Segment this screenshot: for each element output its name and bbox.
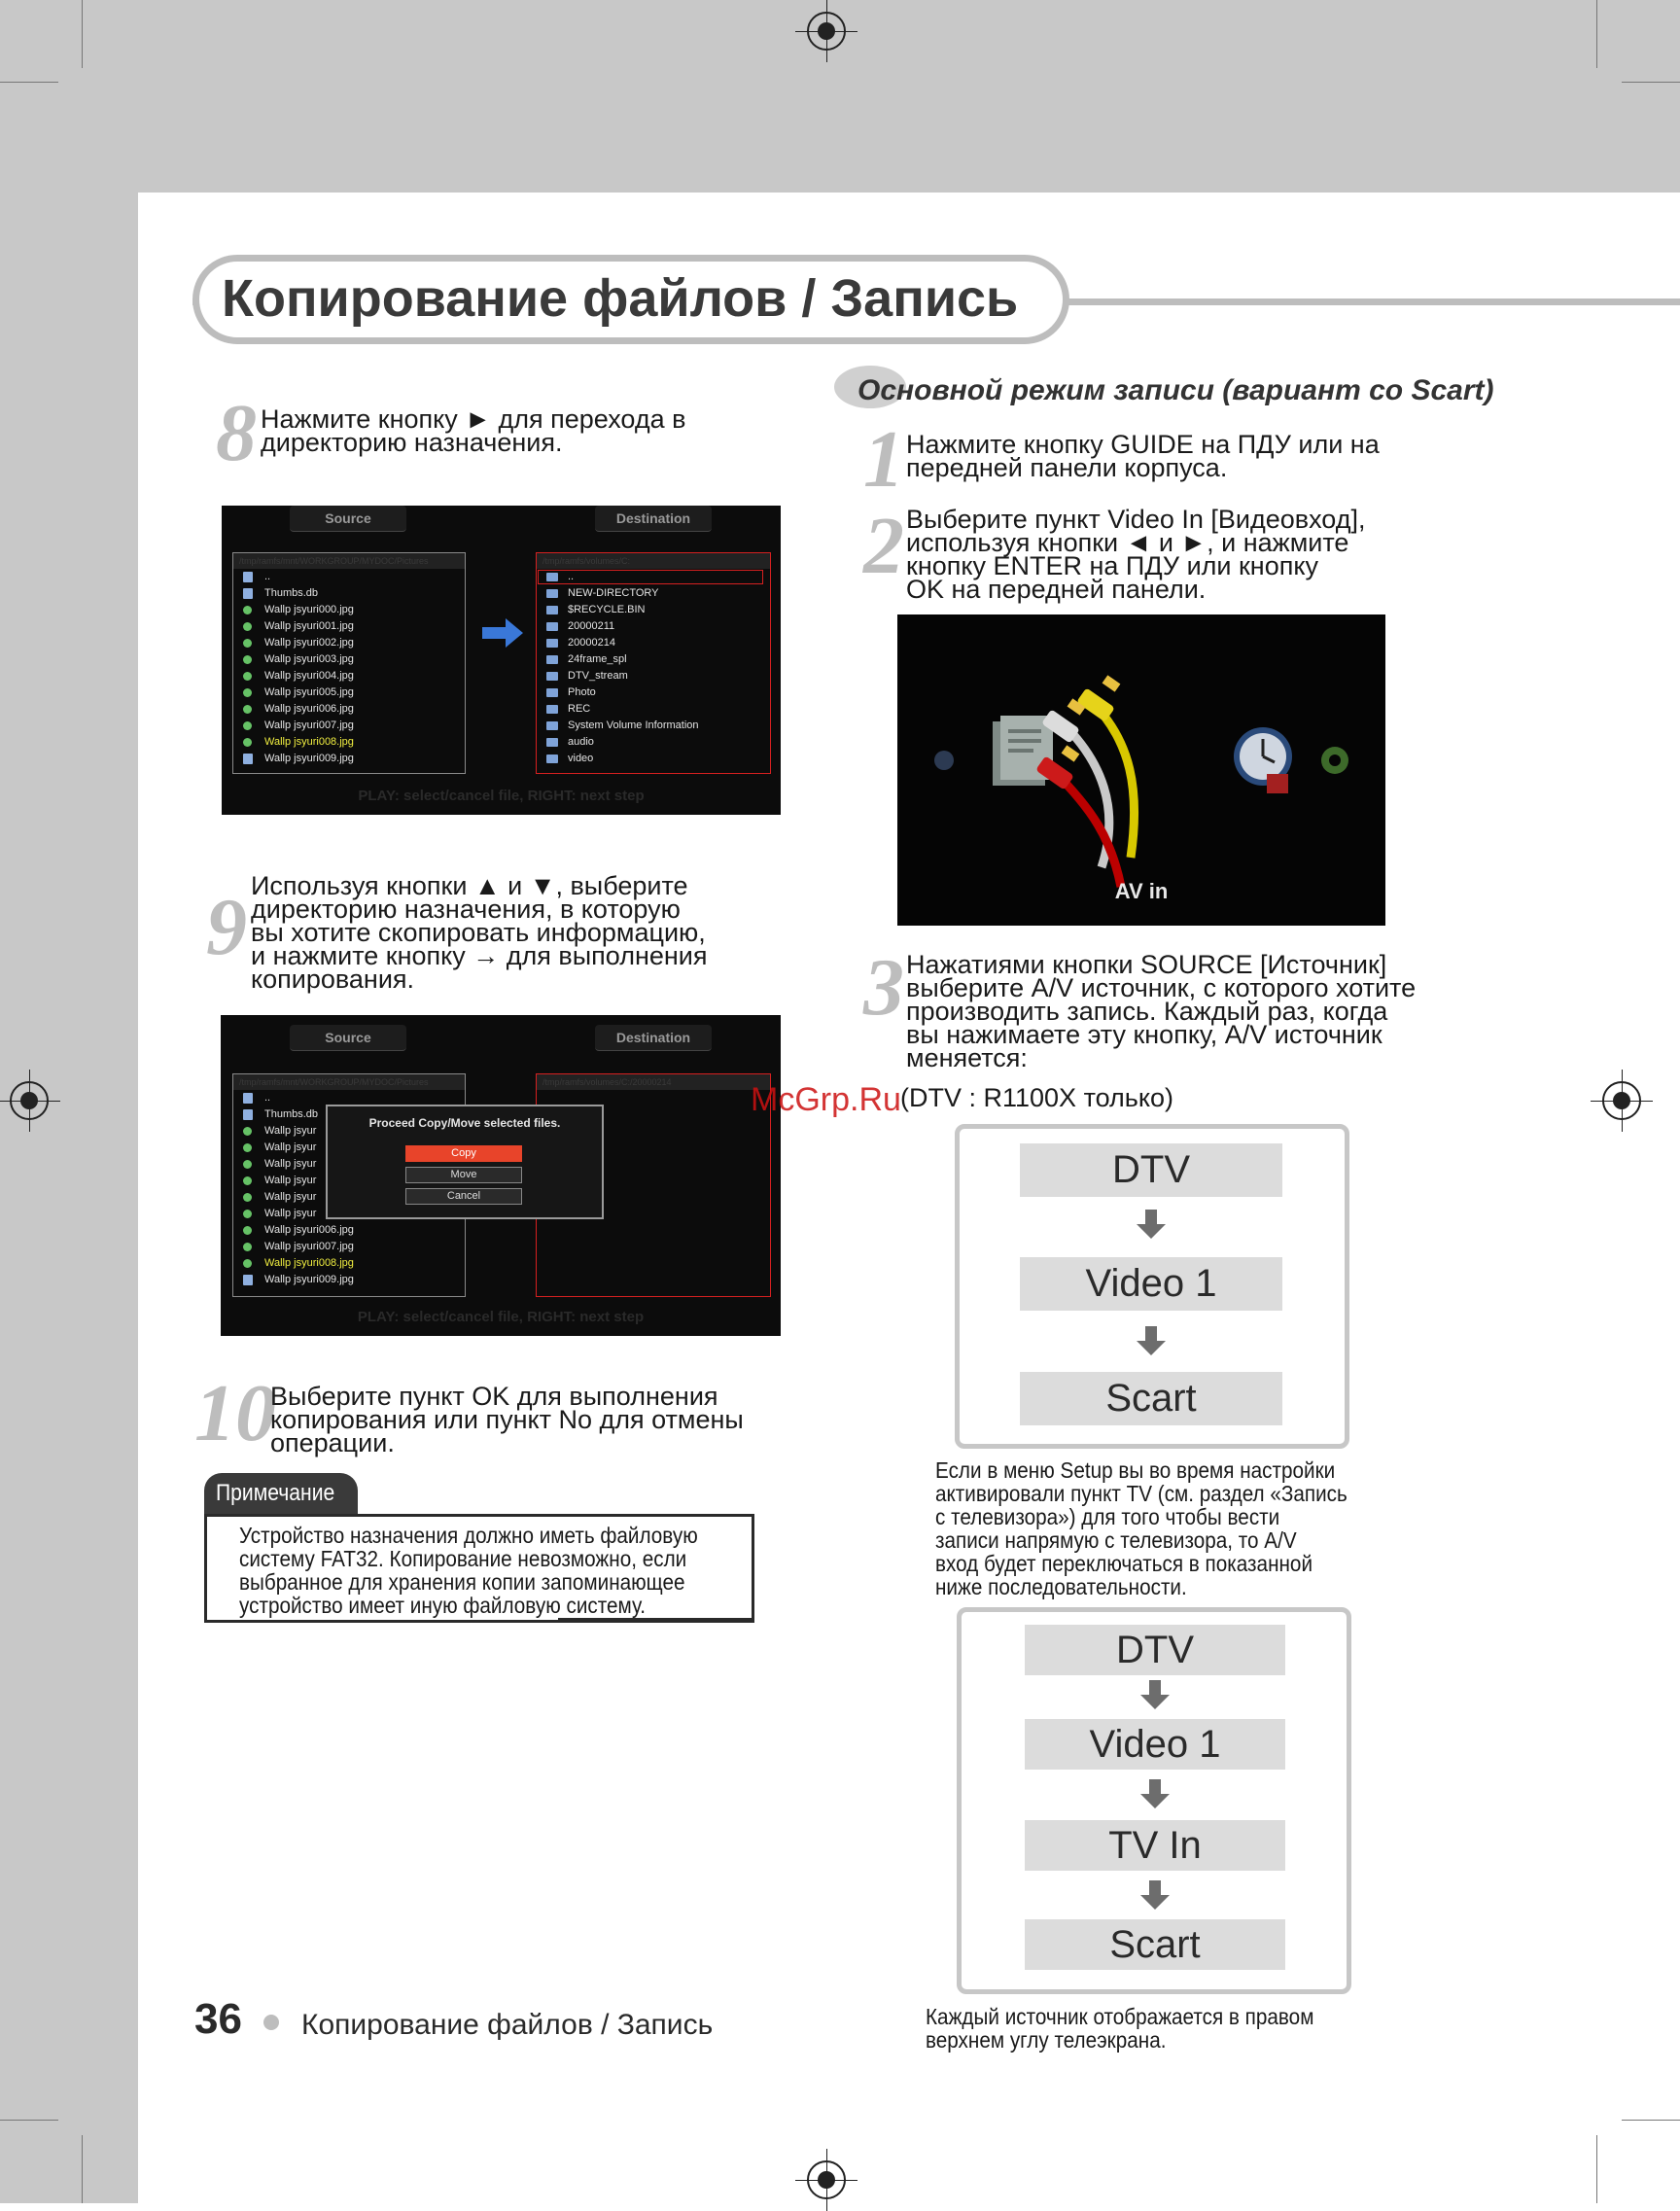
file-row[interactable] (233, 1239, 465, 1255)
bottom-note (926, 2005, 1313, 2052)
file-name: Wallp jsyuri007.jpg (264, 719, 354, 731)
flow-item: DTV (1025, 1625, 1285, 1675)
copy-button[interactable]: Copy (405, 1145, 522, 1162)
setup-note (935, 1458, 1348, 1598)
file-name: Wallp jsyuri009.jpg (264, 1274, 354, 1285)
file-name: Wallp jsyuri000.jpg (264, 604, 354, 615)
setup-note-line: активировали пункт TV (см. раздел «Запись (935, 1481, 1348, 1506)
section-title: Основной режим записи (вариант со Scart) (858, 374, 1494, 406)
checked-icon (243, 1243, 252, 1251)
note-line: устройство имеет иную файловую систему. (239, 1593, 646, 1618)
step-1-line: передней панели корпуса. (906, 453, 1228, 482)
av-in-screen (897, 614, 1385, 926)
file-name: NEW-DIRECTORY (568, 587, 659, 599)
file-name: Wallp jsyuri008.jpg (264, 1257, 354, 1269)
step-10-line: копирования или пункт No для отмены (270, 1405, 744, 1434)
folder-icon (546, 705, 558, 714)
step-8-line: директорию назначения. (261, 428, 563, 457)
file-row[interactable] (233, 602, 465, 618)
step-number-10: 10 (194, 1368, 276, 1458)
checked-icon (243, 1160, 252, 1169)
file-row[interactable] (537, 651, 770, 668)
av-in-label: AV in (1114, 879, 1169, 903)
file-name: 24frame_spl (568, 653, 627, 665)
file-name: Wallp jsyur (264, 1141, 317, 1153)
file-name: .. (264, 571, 271, 582)
file-name: Wallp jsyur (264, 1208, 317, 1219)
destination-path: /tmp/ramfs/volumes/C:/20000214 (537, 1074, 770, 1090)
file-name: video (568, 753, 594, 764)
registration-mark-icon (1602, 1081, 1641, 1120)
flow-item: Video 1 (1020, 1257, 1282, 1311)
hint-bar: PLAY: select/cancel file, RIGHT: next step (358, 788, 645, 804)
destination-path: /tmp/ramfs/volumes/C: (537, 553, 770, 569)
step-8-line: Нажмите кнопку ► для перехода в (261, 404, 686, 434)
file-row[interactable] (537, 668, 770, 684)
step-3-line: меняется: (906, 1043, 1028, 1072)
file-name: Wallp jsyuri007.jpg (264, 1241, 354, 1252)
source-label: Source (290, 506, 406, 532)
file-name: audio (568, 736, 594, 748)
step-2-text (906, 505, 1366, 604)
file-row[interactable] (537, 602, 770, 618)
flow-item: TV In (1025, 1820, 1285, 1871)
file-row[interactable] (537, 718, 770, 734)
file-icon (243, 754, 253, 764)
step-2-line: OK на передней панели. (906, 575, 1207, 604)
file-row[interactable] (537, 585, 770, 602)
footer-title: Копирование файлов / Запись (301, 2009, 714, 2041)
step-number-9: 9 (206, 882, 247, 972)
file-row[interactable] (233, 1272, 465, 1288)
step-2-line: используя кнопки ◄ и ►, и нажмите (906, 528, 1349, 557)
checked-icon (243, 655, 252, 664)
step-10-line: операции. (270, 1428, 395, 1457)
trim-mark (1596, 2135, 1597, 2203)
folder-icon (546, 589, 558, 598)
step-9-line: копирования. (251, 965, 415, 994)
note-line: систему FAT32. Копирование невозможно, если (239, 1546, 687, 1571)
checked-icon (243, 1176, 252, 1185)
file-name: Wallp jsyur (264, 1175, 317, 1186)
source-path: /tmp/ramfs/mnt/WORKGROUP/MYDOC/Pictures (233, 553, 465, 569)
file-name: Wallp jsyuri008.jpg (264, 736, 354, 748)
flow-item: Scart (1020, 1372, 1282, 1425)
file-name: Wallp jsyur (264, 1158, 317, 1170)
trim-mark (1596, 0, 1597, 68)
step-10-text (270, 1382, 744, 1457)
step-number-1: 1 (863, 414, 904, 505)
setup-note-line: записи напрямую с телевизора, то A/V (935, 1527, 1297, 1553)
file-name: Wallp jsyuri006.jpg (264, 703, 354, 715)
file-row[interactable] (233, 751, 465, 767)
step-10-line: Выберите пункт OK для выполнения (270, 1382, 718, 1411)
registration-mark-icon (807, 2160, 846, 2199)
step-3-line: вы нажимаете эту кнопку, A/V источник (906, 1020, 1382, 1049)
setup-note-line: с телевизора») для того чтобы вести (935, 1504, 1280, 1529)
model-note: (DTV : R1100X только) (900, 1083, 1173, 1112)
checked-icon (243, 738, 252, 747)
bullet-icon (263, 2015, 279, 2030)
file-row[interactable] (233, 1255, 465, 1272)
clock-icon (1234, 727, 1292, 793)
file-row[interactable] (537, 635, 770, 651)
file-name: 20000214 (568, 637, 615, 649)
folder-icon (546, 622, 558, 631)
bottom-note-line: Каждый источник отображается в правом (926, 2004, 1314, 2029)
file-row[interactable] (537, 684, 770, 701)
file-row[interactable] (233, 1222, 465, 1239)
step-8-text (261, 404, 686, 457)
folder-icon (546, 688, 558, 697)
flow-item: Scart (1025, 1919, 1285, 1970)
step-9-line: и нажмите кнопку → для выполнения (251, 941, 708, 970)
file-icon (243, 1093, 253, 1104)
folder-icon (546, 721, 558, 730)
file-row[interactable] (233, 684, 465, 701)
file-row[interactable] (537, 569, 764, 585)
file-copy-screen-1 (222, 506, 781, 815)
step-9-text (251, 871, 708, 994)
file-name: DTV_stream (568, 670, 628, 682)
step-9-line: директорию назначения, в которую (251, 895, 681, 924)
bottom-note-line: верхнем углу телеэкрана. (926, 2027, 1167, 2053)
source-file-list[interactable] (232, 552, 466, 774)
checked-icon (243, 639, 252, 648)
folder-icon (546, 573, 558, 581)
page-number: 36 (194, 1995, 242, 2043)
move-button[interactable]: Move (405, 1167, 522, 1183)
step-number-3: 3 (863, 942, 904, 1033)
file-icon (243, 588, 253, 599)
cancel-button[interactable]: Cancel (405, 1188, 522, 1205)
file-row[interactable] (537, 751, 770, 767)
step-3-line: Нажатиями кнопки SOURCE [Источник] (906, 950, 1387, 979)
arrow-right-icon (482, 618, 523, 648)
checked-icon (243, 606, 252, 614)
copy-move-dialog (326, 1105, 604, 1219)
file-row[interactable] (233, 668, 465, 684)
file-name: .. (264, 1092, 271, 1104)
page-title: Копирование файлов / Запись (222, 269, 1019, 328)
file-icon (243, 1109, 253, 1120)
checked-icon (243, 622, 252, 631)
file-row[interactable] (233, 585, 465, 602)
file-copy-screen-2 (221, 1015, 781, 1336)
checked-icon (243, 1210, 252, 1218)
registration-mark-icon (807, 12, 846, 51)
step-3-line: производить запись. Каждый раз, когда (906, 997, 1388, 1026)
checked-icon (243, 1127, 252, 1136)
file-name: Wallp jsyur (264, 1125, 317, 1137)
watermark: McGrp.Ru (751, 1081, 901, 1118)
rca-cables-icon (1035, 675, 1135, 887)
trim-mark (0, 2120, 58, 2121)
dialog-title: Proceed Copy/Move selected files. (368, 1116, 561, 1130)
file-name: .. (568, 571, 575, 582)
file-name: Wallp jsyuri002.jpg (264, 637, 354, 649)
registration-mark-icon (10, 1081, 49, 1120)
checked-icon (243, 1259, 252, 1268)
file-icon (243, 1275, 253, 1285)
file-name: Thumbs.db (264, 587, 319, 599)
checked-icon (243, 1226, 252, 1235)
file-name: Wallp jsyuri003.jpg (264, 653, 354, 665)
checked-icon (243, 1143, 252, 1152)
trim-mark (82, 0, 83, 68)
setup-note-line: ниже последовательности. (935, 1574, 1187, 1599)
file-name: Thumbs.db (264, 1108, 319, 1120)
file-row[interactable] (233, 635, 465, 651)
file-name: Wallp jsyuri006.jpg (264, 1224, 354, 1236)
checked-icon (243, 688, 252, 697)
file-name: Wallp jsyur (264, 1191, 317, 1203)
file-name: 20000211 (568, 620, 615, 632)
step-1-text (906, 430, 1380, 482)
step-1-line: Нажмите кнопку GUIDE на ПДУ или на (906, 430, 1380, 459)
file-icon (243, 572, 253, 582)
source-path: /tmp/ramfs/mnt/WORKGROUP/MYDOC/Pictures (233, 1074, 465, 1090)
step-number-2: 2 (863, 501, 904, 591)
step-3-text (906, 950, 1417, 1072)
note-box-shadow (558, 1618, 754, 1623)
checked-icon (243, 721, 252, 730)
setup-note-line: вход будет переключаться в показанной (935, 1551, 1313, 1576)
file-row[interactable] (233, 734, 465, 751)
settings-gear-icon (1321, 747, 1348, 774)
note-line: выбранное для хранения копии запоминающее (239, 1569, 685, 1595)
file-row[interactable] (537, 734, 770, 751)
file-row[interactable] (233, 718, 465, 734)
step-9-line: Используя кнопки ▲ и ▼, выберите (251, 871, 688, 900)
folder-icon (546, 738, 558, 747)
checked-icon (243, 1193, 252, 1202)
file-name: $RECYCLE.BIN (568, 604, 646, 615)
source-label: Source (290, 1025, 406, 1051)
destination-label: Destination (595, 1025, 712, 1051)
note-line: Устройство назначения должно иметь файловую (239, 1523, 698, 1548)
file-row[interactable] (233, 618, 465, 635)
folder-icon (546, 655, 558, 664)
step-2-line: кнопку ENTER на ПДУ или кнопку (906, 551, 1318, 580)
file-name: Wallp jsyuri004.jpg (264, 670, 354, 682)
step-2-line: Выберите пункт Video In [Видеовход], (906, 505, 1366, 534)
flow-item: DTV (1020, 1143, 1282, 1197)
file-row[interactable] (233, 651, 465, 668)
step-number-8: 8 (216, 388, 257, 478)
step-3-line: выберите A/V источник, с которого хотите (906, 973, 1417, 1002)
file-name: Photo (568, 686, 596, 698)
setup-note-line: Если в меню Setup вы во время настройки (935, 1457, 1336, 1483)
folder-icon (546, 639, 558, 648)
destination-file-list[interactable] (536, 552, 771, 774)
destination-label: Destination (595, 506, 712, 532)
hint-bar: PLAY: select/cancel file, RIGHT: next step (357, 1309, 645, 1325)
file-name: REC (568, 703, 591, 715)
trim-mark (82, 2135, 83, 2203)
file-row[interactable] (233, 701, 465, 718)
folder-icon (546, 672, 558, 681)
note-text (239, 1524, 698, 1617)
trim-mark (1622, 2120, 1680, 2121)
folder-icon (546, 755, 558, 763)
file-row[interactable] (537, 618, 770, 635)
checked-icon (243, 705, 252, 714)
file-row[interactable] (233, 569, 465, 585)
file-row[interactable] (537, 701, 770, 718)
flow-item: Video 1 (1025, 1719, 1285, 1770)
checked-icon (243, 672, 252, 681)
file-name: System Volume Information (568, 719, 699, 731)
folder-icon (546, 606, 558, 614)
file-name: Wallp jsyuri005.jpg (264, 686, 354, 698)
trim-mark (0, 82, 58, 83)
file-name: Wallp jsyuri009.jpg (264, 753, 354, 764)
step-9-line: вы хотите скопировать информацию, (251, 918, 706, 947)
file-name: Wallp jsyuri001.jpg (264, 620, 354, 632)
trim-mark (1622, 82, 1680, 83)
note-label: Примечание (216, 1480, 335, 1506)
